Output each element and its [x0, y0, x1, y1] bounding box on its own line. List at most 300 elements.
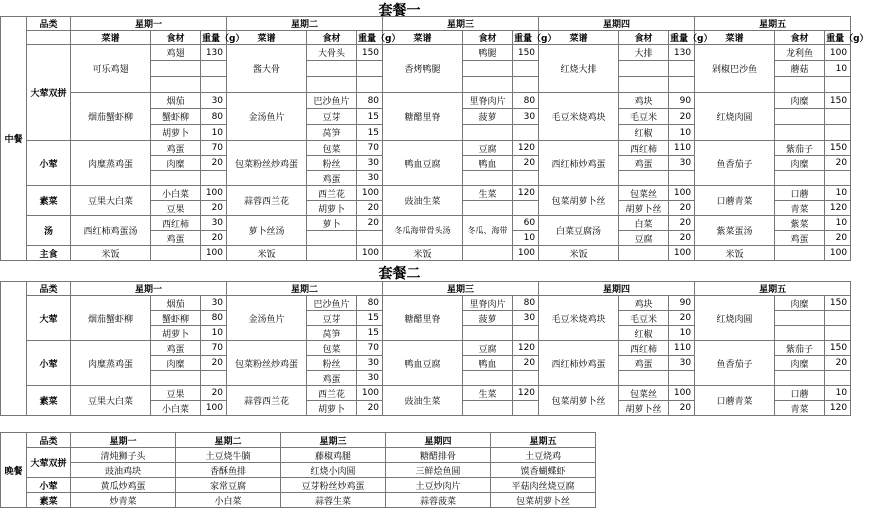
ingredient-weight: 30 — [201, 93, 227, 109]
dish-name: 红烧肉圆 — [695, 296, 775, 341]
ingredient — [619, 171, 669, 186]
ingredient: 西红柿 — [619, 141, 669, 156]
dish-name: 紫菜蛋汤 — [695, 216, 775, 246]
ingredient-weight: 100 — [669, 246, 695, 261]
ingredient-weight: 150 — [825, 141, 851, 156]
col-weight-header: 重量（g） — [825, 31, 851, 45]
ingredient-weight — [669, 77, 695, 93]
dinner-dish: 家常豆腐 — [176, 478, 281, 493]
ingredient-weight: 70 — [357, 141, 383, 156]
ingredient: 豆果 — [151, 386, 201, 401]
ingredient — [775, 125, 825, 141]
ingredient-weight: 20 — [669, 311, 695, 326]
dinner-dish: 红烧小肉圆 — [281, 463, 386, 478]
table-row — [1, 386, 851, 401]
ingredient-weight: 20 — [825, 156, 851, 171]
ingredient: 西红柿 — [619, 341, 669, 356]
ingredient: 肉糜 — [775, 356, 825, 371]
ingredient-weight — [357, 61, 383, 77]
dish-name: 糖醋里脊 — [383, 296, 463, 341]
dinner-dish: 豉油鸡块 — [71, 463, 176, 478]
ingredient-weight: 70 — [201, 141, 227, 156]
ingredient-weight: 20 — [669, 201, 695, 216]
ingredient — [307, 77, 357, 93]
col-dish-header: 菜谱 — [695, 31, 775, 45]
ingredient: 生菜 — [463, 386, 513, 401]
ingredient-weight: 80 — [357, 296, 383, 311]
ingredient: 鸭血 — [463, 356, 513, 371]
dish-name: 酱大骨 — [227, 45, 307, 93]
col-ingredient-header: 食材 — [151, 31, 201, 45]
ingredient: 豆芽 — [307, 311, 357, 326]
ingredient: 小白菜 — [151, 186, 201, 201]
ingredient: 鸡蛋 — [619, 356, 669, 371]
ingredient: 胡萝卜 — [151, 326, 201, 341]
ingredient-weight: 20 — [669, 231, 695, 246]
ingredient: 毛豆米 — [619, 311, 669, 326]
dinner-side-label: 晚餐 — [1, 433, 27, 508]
table-row — [1, 141, 851, 156]
dish-name: 包菜胡萝卜丝 — [539, 186, 619, 216]
col-weight-header: 重量（g） — [357, 31, 383, 45]
dinner-dish: 藤椒鸡腿 — [281, 448, 386, 463]
ingredient — [151, 371, 201, 386]
dish-name: 肉糜蒸鸡蛋 — [71, 141, 151, 186]
ingredient-weight: 100 — [357, 246, 383, 261]
category-label: 素菜 — [27, 493, 71, 508]
ingredient-weight: 20 — [357, 401, 383, 416]
ingredient-weight — [201, 171, 227, 186]
category-label: 素菜 — [27, 386, 71, 416]
dinner-dish: 黄瓜炒鸡蛋 — [71, 478, 176, 493]
dinner-dish: 清炖狮子头 — [71, 448, 176, 463]
dinner-dish: 香酥鱼排 — [176, 463, 281, 478]
ingredient: 包菜 — [307, 141, 357, 156]
ingredient-weight: 15 — [357, 326, 383, 341]
ingredient: 豆芽 — [307, 109, 357, 125]
ingredient-weight — [669, 61, 695, 77]
dinner-dish: 包菜胡萝卜丝 — [491, 493, 596, 508]
ingredient — [775, 171, 825, 186]
ingredient: 粉丝 — [307, 156, 357, 171]
ingredient-weight: 100 — [201, 246, 227, 261]
ingredient-weight — [513, 326, 539, 341]
ingredient-weight: 150 — [357, 45, 383, 61]
ingredient-weight — [825, 125, 851, 141]
day-header-4: 星期四 — [539, 17, 695, 31]
ingredient-weight — [825, 77, 851, 93]
ingredient — [307, 231, 357, 246]
ingredient-weight: 10 — [201, 125, 227, 141]
ingredient-weight: 30 — [669, 356, 695, 371]
ingredient — [463, 371, 513, 386]
ingredient-weight: 30 — [357, 371, 383, 386]
ingredient-weight: 10 — [201, 326, 227, 341]
table-row — [1, 246, 851, 261]
ingredient: 粉丝 — [307, 356, 357, 371]
day-header-3: 星期三 — [383, 17, 539, 31]
ingredient-weight: 20 — [201, 231, 227, 246]
ingredient: 蟹虾柳 — [151, 109, 201, 125]
ingredient: 豆果 — [151, 201, 201, 216]
ingredient: 肉糜 — [775, 93, 825, 109]
ingredient: 毛豆米 — [619, 109, 669, 125]
ingredient-weight: 130 — [201, 45, 227, 61]
ingredient — [775, 77, 825, 93]
ingredient-weight: 10 — [669, 125, 695, 141]
ingredient: 西红柿 — [151, 216, 201, 231]
ingredient: 里脊肉片 — [463, 93, 513, 109]
ingredient: 冬瓜、海带 — [463, 216, 513, 246]
ingredient-weight: 10 — [825, 186, 851, 201]
dinner-dish: 平菇肉丝烧豆腐 — [491, 478, 596, 493]
col-ingredient-header: 食材 — [463, 31, 513, 45]
dinner-dish: 馍香蝴蝶虾 — [491, 463, 596, 478]
dish-name: 口蘑青菜 — [695, 386, 775, 416]
col-dish-header: 菜谱 — [383, 31, 463, 45]
ingredient-weight: 30 — [357, 156, 383, 171]
ingredient: 包菜丝 — [619, 186, 669, 201]
ingredient: 烟茄 — [151, 296, 201, 311]
ingredient-weight: 80 — [357, 93, 383, 109]
ingredient: 鸡块 — [619, 93, 669, 109]
dish-name: 肉糜蒸鸡蛋 — [71, 341, 151, 386]
ingredient-weight: 30 — [201, 216, 227, 231]
day-header-1: 星期一 — [71, 17, 227, 31]
ingredient — [775, 109, 825, 125]
category-label: 大荤双拼 — [27, 448, 71, 478]
ingredient-weight — [513, 77, 539, 93]
ingredient: 小白菜 — [151, 401, 201, 416]
ingredient-weight: 120 — [825, 401, 851, 416]
ingredient-weight: 20 — [201, 356, 227, 371]
ingredient: 里脊肉片 — [463, 296, 513, 311]
ingredient: 鸭腿 — [463, 45, 513, 61]
ingredient: 胡萝卜 — [307, 201, 357, 216]
dish-name: 包菜胡萝卜丝 — [539, 386, 619, 416]
ingredient-weight: 30 — [513, 109, 539, 125]
ingredient — [463, 201, 513, 216]
ingredient-weight: 100 — [669, 186, 695, 201]
ingredient-weight: 30 — [669, 156, 695, 171]
day-header-2: 星期二 — [227, 17, 383, 31]
dish-name: 萝卜丝汤 — [227, 216, 307, 246]
ingredient: 巴沙鱼片 — [307, 296, 357, 311]
ingredient — [463, 61, 513, 77]
ingredient-weight: 150 — [825, 341, 851, 356]
dinner-table — [0, 432, 596, 508]
ingredient-weight: 20 — [357, 201, 383, 216]
dish-name: 鱼香茄子 — [695, 141, 775, 186]
ingredient-weight: 150 — [825, 296, 851, 311]
ingredient-weight: 150 — [513, 45, 539, 61]
ingredient-weight: 80 — [201, 311, 227, 326]
ingredient-weight: 20 — [513, 156, 539, 171]
ingredient-weight: 100 — [669, 386, 695, 401]
day-header-5: 星期五 — [695, 282, 851, 296]
ingredient-weight: 100 — [357, 186, 383, 201]
ingredient — [307, 61, 357, 77]
table-row — [1, 93, 851, 109]
category-label: 小荤 — [27, 478, 71, 493]
ingredient-weight: 15 — [357, 311, 383, 326]
ingredient-weight: 20 — [825, 356, 851, 371]
ingredient-weight: 20 — [201, 156, 227, 171]
ingredient: 生菜 — [463, 186, 513, 201]
dish-name: 米饭 — [71, 246, 151, 261]
ingredient: 鸡蛋 — [151, 141, 201, 156]
ingredient-weight: 10 — [825, 216, 851, 231]
table-row — [1, 186, 851, 201]
ingredient: 鸡蛋 — [775, 231, 825, 246]
ingredient: 豆腐 — [463, 141, 513, 156]
ingredient-weight: 150 — [825, 93, 851, 109]
ingredient — [151, 171, 201, 186]
ingredient — [463, 125, 513, 141]
dish-name: 豉油生菜 — [383, 386, 463, 416]
ingredient — [619, 77, 669, 93]
ingredient-weight — [513, 371, 539, 386]
dish-name: 烟茄蟹虾柳 — [71, 296, 151, 341]
ingredient: 鸡蛋 — [619, 156, 669, 171]
dish-name: 蒜蓉西兰花 — [227, 386, 307, 416]
col-dish-header: 菜谱 — [227, 31, 307, 45]
ingredient: 龙利鱼 — [775, 45, 825, 61]
dish-name: 毛豆米烧鸡块 — [539, 93, 619, 141]
category-label: 大荤 — [27, 296, 71, 341]
dinner-day-header-4: 星期四 — [386, 433, 491, 448]
ingredient-weight — [357, 77, 383, 93]
ingredient-weight — [513, 61, 539, 77]
dinner-day-header-5: 星期五 — [491, 433, 596, 448]
ingredient: 大骨头 — [307, 45, 357, 61]
ingredient-weight: 100 — [201, 401, 227, 416]
ingredient-weight: 20 — [669, 216, 695, 231]
dish-name: 米饭 — [383, 246, 463, 261]
dinner-dish: 土豆烧牛腩 — [176, 448, 281, 463]
dish-name: 蒜蓉西兰花 — [227, 186, 307, 216]
table-row — [1, 296, 851, 311]
ingredient-weight — [513, 125, 539, 141]
ingredient-weight — [201, 371, 227, 386]
meal-side-label-cont — [1, 282, 27, 416]
category-label: 大荤双拼 — [27, 45, 71, 141]
ingredient: 莴笋 — [307, 125, 357, 141]
col-ingredient-header: 食材 — [307, 31, 357, 45]
day-header-5: 星期五 — [695, 17, 851, 31]
ingredient: 胡萝卜丝 — [619, 401, 669, 416]
table-row — [1, 216, 851, 231]
dish-name: 白菜豆腐汤 — [539, 216, 619, 246]
col-weight-header: 重量（g） — [201, 31, 227, 45]
table-row — [1, 448, 596, 463]
ingredient-weight: 10 — [825, 61, 851, 77]
ingredient — [775, 371, 825, 386]
dish-name: 米饭 — [227, 246, 307, 261]
ingredient: 鸭血 — [463, 156, 513, 171]
ingredient-weight: 20 — [513, 356, 539, 371]
ingredient-weight: 130 — [669, 45, 695, 61]
ingredient — [151, 77, 201, 93]
set2-title: 套餐二 — [378, 266, 421, 282]
ingredient-weight: 120 — [825, 201, 851, 216]
ingredient-weight: 80 — [201, 109, 227, 125]
ingredient — [151, 246, 201, 261]
ingredient-weight: 20 — [669, 109, 695, 125]
dish-name: 红烧肉圆 — [695, 93, 775, 141]
ingredient-weight — [825, 326, 851, 341]
dish-name: 豉油生菜 — [383, 186, 463, 216]
ingredient: 烟茄 — [151, 93, 201, 109]
ingredient: 鸡块 — [619, 296, 669, 311]
dish-name: 豆果大白菜 — [71, 386, 151, 416]
ingredient: 红椒 — [619, 125, 669, 141]
dish-name: 毛豆米烧鸡块 — [539, 296, 619, 341]
set1-table — [0, 16, 869, 261]
table-row — [1, 463, 596, 478]
ingredient: 西兰花 — [307, 386, 357, 401]
ingredient-weight — [357, 231, 383, 246]
ingredient-weight — [825, 109, 851, 125]
ingredient: 西兰花 — [307, 186, 357, 201]
table-row — [1, 341, 851, 356]
set1-title: 套餐一 — [378, 3, 421, 19]
ingredient-weight: 20 — [825, 231, 851, 246]
ingredient-weight — [669, 171, 695, 186]
category-label: 主食 — [27, 246, 71, 261]
ingredient: 胡萝卜丝 — [619, 201, 669, 216]
ingredient: 青菜 — [775, 201, 825, 216]
ingredient — [463, 171, 513, 186]
dish-name: 红烧大排 — [539, 45, 619, 93]
ingredient-weight — [513, 201, 539, 216]
category-label: 小荤 — [27, 141, 71, 186]
ingredient-weight: 110 — [669, 341, 695, 356]
category-header: 品类 — [27, 17, 71, 31]
dinner-dish: 土豆炒肉片 — [386, 478, 491, 493]
ingredient-weight — [825, 371, 851, 386]
ingredient: 豆腐 — [619, 231, 669, 246]
set2-table — [0, 281, 851, 416]
table-row — [1, 493, 596, 508]
ingredient: 肉糜 — [151, 356, 201, 371]
ingredient: 鸡翅 — [151, 45, 201, 61]
category-label: 汤 — [27, 216, 71, 246]
col-weight-header: 重量（g） — [513, 31, 539, 45]
ingredient-weight: 90 — [669, 296, 695, 311]
ingredient — [307, 246, 357, 261]
ingredient-weight: 120 — [513, 186, 539, 201]
ingredient-weight: 80 — [513, 296, 539, 311]
ingredient: 肉糜 — [775, 156, 825, 171]
ingredient-weight: 120 — [513, 341, 539, 356]
ingredient-weight: 10 — [669, 326, 695, 341]
ingredient-weight: 120 — [513, 386, 539, 401]
ingredient — [463, 401, 513, 416]
ingredient — [463, 246, 513, 261]
ingredient-weight: 70 — [201, 341, 227, 356]
meal-side-label: 中餐 — [1, 17, 27, 261]
ingredient — [775, 311, 825, 326]
dinner-category-header: 品类 — [27, 433, 71, 448]
ingredient-weight: 15 — [357, 125, 383, 141]
ingredient-weight: 20 — [669, 401, 695, 416]
ingredient-weight: 30 — [357, 171, 383, 186]
ingredient-weight: 70 — [357, 341, 383, 356]
dish-name: 冬瓜海带骨头汤 — [383, 216, 463, 246]
ingredient — [775, 246, 825, 261]
category-header: 品类 — [27, 282, 71, 296]
ingredient-weight — [201, 77, 227, 93]
ingredient: 菠萝 — [463, 109, 513, 125]
dish-name: 米饭 — [695, 246, 775, 261]
ingredient-weight — [201, 61, 227, 77]
table-row — [1, 45, 851, 61]
dinner-dish: 蒜蓉菠菜 — [386, 493, 491, 508]
ingredient-weight: 30 — [513, 311, 539, 326]
ingredient: 肉糜 — [775, 296, 825, 311]
col-dish-header: 菜谱 — [539, 31, 619, 45]
ingredient-weight: 20 — [201, 386, 227, 401]
dinner-dish: 豆芽粉丝炒鸡蛋 — [281, 478, 386, 493]
dish-name: 西红柿鸡蛋汤 — [71, 216, 151, 246]
ingredient: 蟹虾柳 — [151, 311, 201, 326]
day-header-4: 星期四 — [539, 282, 695, 296]
dish-name: 金汤鱼片 — [227, 296, 307, 341]
category-label: 小荤 — [27, 341, 71, 386]
ingredient: 鸡蛋 — [307, 371, 357, 386]
ingredient: 巴沙鱼片 — [307, 93, 357, 109]
table-row — [1, 478, 596, 493]
dinner-day-header-1: 星期一 — [71, 433, 176, 448]
ingredient: 青菜 — [775, 401, 825, 416]
ingredient-weight — [513, 401, 539, 416]
ingredient-weight: 30 — [357, 356, 383, 371]
ingredient: 紫茄子 — [775, 341, 825, 356]
day-header-1: 星期一 — [71, 282, 227, 296]
ingredient: 口蘑 — [775, 386, 825, 401]
ingredient: 紫茄子 — [775, 141, 825, 156]
ingredient: 莴笋 — [307, 326, 357, 341]
day-header-2: 星期二 — [227, 282, 383, 296]
dish-name: 糖醋里脊 — [383, 93, 463, 141]
dish-name: 剁椒巴沙鱼 — [695, 45, 775, 93]
ingredient-weight: 10 — [825, 386, 851, 401]
ingredient: 紫菜 — [775, 216, 825, 231]
ingredient — [151, 61, 201, 77]
dish-name: 西红柿炒鸡蛋 — [539, 341, 619, 386]
ingredient: 菠萝 — [463, 311, 513, 326]
dish-name: 包菜粉丝炒鸡蛋 — [227, 341, 307, 386]
dish-name: 鸭血豆腐 — [383, 341, 463, 386]
ingredient: 萝卜 — [307, 216, 357, 231]
category-label: 素菜 — [27, 186, 71, 216]
ingredient: 鸡蛋 — [307, 171, 357, 186]
dinner-dish: 土豆烧鸡 — [491, 448, 596, 463]
ingredient — [619, 61, 669, 77]
ingredient-weight: 30 — [201, 296, 227, 311]
ingredient: 肉糜 — [151, 156, 201, 171]
day-header-3: 星期三 — [383, 282, 539, 296]
ingredient — [463, 77, 513, 93]
ingredient-weight: 20 — [357, 216, 383, 231]
dish-name: 鸭血豆腐 — [383, 141, 463, 186]
ingredient-weight: 60 — [513, 216, 539, 231]
ingredient-weight: 100 — [513, 246, 539, 261]
dinner-day-header-3: 星期三 — [281, 433, 386, 448]
ingredient-weight: 100 — [201, 186, 227, 201]
ingredient-weight — [825, 311, 851, 326]
